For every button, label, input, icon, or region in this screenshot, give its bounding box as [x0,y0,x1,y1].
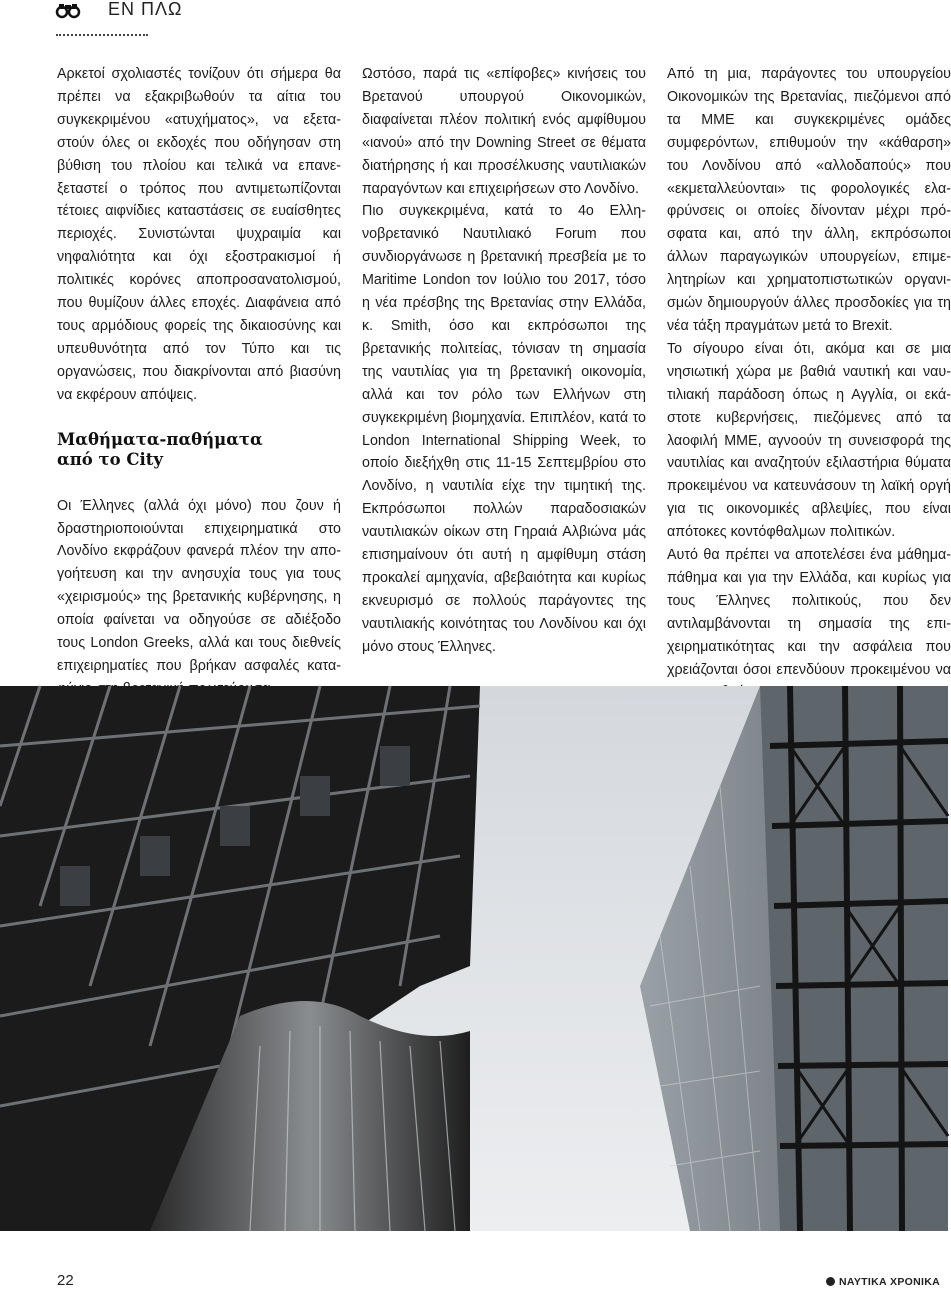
article-column-1 [57,63,341,701]
article-column-3 [667,63,951,704]
binoculars-icon [56,2,80,18]
paragraph: Ωστόσο, παρά τις «επίφοβες» κινήσεις του Βρετανού υπουργού Οικονομικών, διαφαίνεται πλέον πολιτική ενός αμφίθυμου «ιανού» από την Downing Street σε θέματα διατήρησης ή και προσέλκυσης ναυτιλιακών παραγόντων και επιχειρήσεων στο Λονδίνο. [362,66,646,197]
section-title: ΕΝ ΠΛΩ [108,0,183,19]
page-number: 22 [57,1272,74,1289]
magazine-title: ΝΑΥΤΙΚΑ ΧΡΟΝΙΚΑ [839,1276,940,1288]
london-city-skyscrapers-photo [0,686,948,1231]
subheading-line: από το City [57,449,163,469]
magazine-name [826,1276,940,1288]
page-header [56,0,356,40]
header-divider [56,34,148,36]
article-column-2 [362,63,646,659]
paragraph: Το σίγουρο είναι ότι, ακόμα και σε μια νησιωτική χώρα με βαθιά ναυτική και ναυτιλιακή παράδοση όπως η Αγγλία, οι εκάστοτε κυβερνήσεις, πιεζόμενες από τα λαοφιλή ΜΜΕ, αγνοούν τη συνεισφορά της ναυτιλίας και αναζητούν εξιλαστήρια θύματα προκειμένου να κατευνάσουν τη λαϊκή οργή για τις οικονομικές αβλεψίες, που είναι απότοκες κοντόφθαλμων πολιτικών. [667,340,951,541]
paragraph: Αρκετοί σχολιαστές τονίζουν ότι σήμερα θα πρέπει να εξακριβωθούν τα αίτια του συγκεκριμένου «ατυχήματος», να εξεταστούν όλες οι εκδοχές που οδήγησαν στη βύθιση του πλοίου και τελικά να επανεξεταστεί ο τρόπος που αντιμετωπίζονται τέτοιες αιφνίδιες καταστάσεις σε ευαίσθητες περιοχές. Συνιστώνται ψυχραιμία και νηφαλιότητα και όχι εξοστρακισμοί ή πολιτικές κορόνες αποπροσανατολισμού, που θυμίζουν άλλες εποχές. Διαφάνεια από τους αρμόδιους φορείς της δικαιοσύνης και υπευθυνότητα από τον Τύπο και τις οργανώσεις, που διακρίνονται από βιασύνη να εκφέρουν απόψεις. [57,66,341,403]
paragraph: Πιο συγκεκριμένα, κατά το 4ο Ελληνοβρετανικό Ναυτιλιακό Forum που συνδιοργάνωσε η βρετανική πρεσβεία με το Maritime London τον Ιούλιο του 2017, τόσο η νέα πρέσβης της Βρετανίας στην Ελλάδα, κ. Smith, όσο και εκπρόσωποι της βρετανικής πολιτείας, τόνισαν τη σημασία της ναυτιλίας για τη βρετανική οικονομία, αλλά και τον ρόλο των Ελλήνων στη συγκεκριμένη βιομηχανία. Επιπλέον, κατά το London International Shipping Week, το οποίο διεξήχθη στις 11-15 Σεπτεμβρίου στο Λονδίνο, η ναυτιλία είχε την τιμητική της. Εκπρόσωποι πολλών παραδοσιακών ναυτιλιακών οίκων στη Γηραιά Αλβιώνα μάς επισημαίνουν ότι αυτή η αμφίθυμη στάση προκαλεί αμηχανία, αβεβαιότητα και κυρίως εκνευρισμό σε πολλούς παράγοντες της ναυτιλιακής κοινότητας του Λονδίνου και όχι μόνο στους Έλληνες. [362,203,646,655]
paragraph: Από τη μια, παράγοντες του υπουργείου Οικονομικών της Βρετανίας, πιεζόμενοι από τα ΜΜΕ και συγκεκριμένες ομάδες συμφερόντων, επιθυμούν την «κάθαρση» του Λονδίνου από «αλλοδαπούς» που «εκμεταλλεύονται» τις φορολογικές ελαφρύνσεις οι οποίες δίνονταν μέχρι πρόσφατα και, από την άλλη, εκπρόσωποι άλλων παραγωγικών υπουργείων, επιμελητηρίων και χρηματοπιστωτικών οργανισμών δημιουργούν άλλες προσδοκίες για τη νέα τάξη πραγμάτων μετά το Brexit. [667,66,951,334]
magazine-logo-icon [826,1277,835,1286]
subheading [57,430,341,470]
subheading-line: Μαθήματα-παθήματα [57,429,263,449]
paragraph: Αυτό θα πρέπει να αποτελέσει ένα μάθημα-πάθημα και για την Ελλάδα, και κυρίως για τους Έλληνες πολιτικούς, που δεν αντιλαμβάνονται τη σημασία της επιχειρηματικότητας και την ασφάλεια που χρειάζονται όσοι επενδύουν προκειμένου να [667,547,951,678]
paragraph: Οι Έλληνες (αλλά όχι μόνο) που ζουν ή δραστηριοποιούνται επιχειρηματικά στο Λονδίνο εκφράζουν φανερά πλέον την απογοήτευση και την ανησυχία τους για τους «χειρισμούς» της βρετανικής κυβέρνησης, η οποία φαίνεται να οδηγούσε σε αδιέξοδο τους London Greeks, αλλά και τους διεθνείς επιχειρηματίες που βρήκαν ασφαλές κατα [57,497,341,674]
